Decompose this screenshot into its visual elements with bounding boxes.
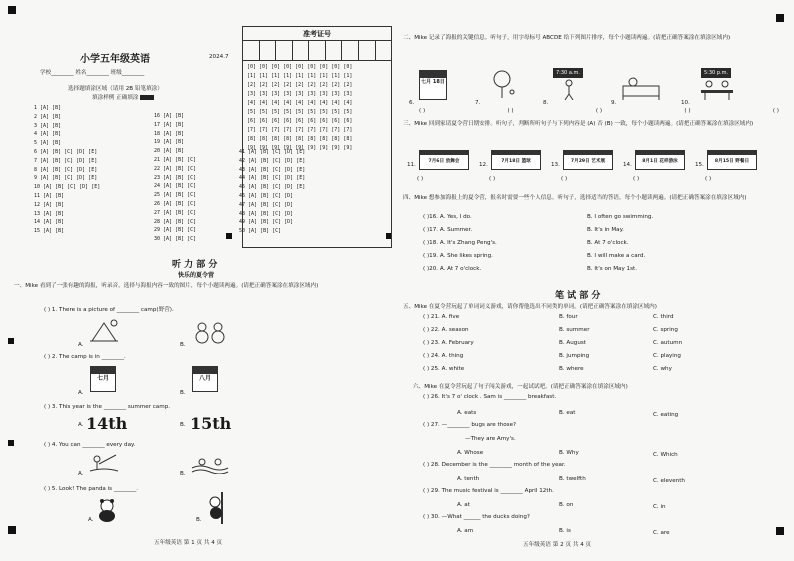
answer-row[interactable]: 30 [A] [B] [C] xyxy=(154,236,197,243)
q3-option-a-text: 14th xyxy=(86,414,128,433)
answer-row[interactable]: 1 [A] [B] xyxy=(34,105,62,111)
event-calendar xyxy=(635,150,685,170)
option-b[interactable]: B. At 7 o'clock. xyxy=(587,240,629,246)
answer-row[interactable]: 9 [A] [B] [C] [D] [E] xyxy=(34,175,98,182)
q7-number: 7. xyxy=(475,100,481,106)
digit-row[interactable]: [6] [6] [6] [6] [6] [6] [6] [6] [6] xyxy=(247,118,353,124)
q27-reply: —They are Amy's. xyxy=(465,436,516,442)
question-3: ( ) 3. This year is the ________ summer camp. xyxy=(44,404,171,410)
digit-row[interactable]: [4] [4] [4] [4] [4] [4] [4] [4] [4] xyxy=(247,100,353,106)
option-b[interactable]: B. summer xyxy=(559,327,590,333)
q9-number: 9. xyxy=(611,100,617,106)
option-a[interactable]: ( )18. A. It's Zhang Peng's. xyxy=(423,240,497,246)
q1-option-b: B. xyxy=(180,342,186,348)
option-a[interactable]: ( ) 23. A. February xyxy=(423,340,474,346)
answer-row[interactable]: 46 [A] [B] [C] [D] xyxy=(239,192,294,199)
event-calendar-text: 7月29日 艺术展 xyxy=(570,159,606,164)
q30-option-c: C. are xyxy=(653,530,670,536)
option-b[interactable]: B. where xyxy=(559,366,584,372)
clock-morning-tag: 7:30 a.m. xyxy=(553,68,583,78)
option-c[interactable]: C. third xyxy=(653,314,674,320)
option-a[interactable]: ( ) 22. A. season xyxy=(423,327,469,333)
page-right xyxy=(403,12,781,550)
answer-row[interactable]: 23 [A] [B] [C] xyxy=(154,174,197,181)
event-calendar-text: 8月15日 野餐日 xyxy=(714,159,750,164)
option-a[interactable]: ( ) 25. A. white xyxy=(423,366,465,372)
exam-number-cells xyxy=(243,41,391,61)
option-b[interactable]: B. It's in May. xyxy=(587,227,624,233)
response-question xyxy=(423,253,773,266)
option-a[interactable]: ( ) 24. A. thing xyxy=(423,353,464,359)
answer-row[interactable]: 27 [A] [B] [C] xyxy=(154,209,197,216)
answer-row[interactable]: 15 [A] [B] xyxy=(34,228,65,235)
section-5-questions xyxy=(423,314,763,379)
q3-option-a: A. xyxy=(78,422,84,428)
question-27: ( ) 27. —________ bugs are those? xyxy=(423,422,516,428)
word-question xyxy=(423,327,763,340)
q3-option-b-text: 15th xyxy=(190,414,232,433)
q4-option-b: B. xyxy=(180,471,186,477)
option-a[interactable]: ( )16. A. Yes, I do. xyxy=(423,214,472,220)
section-3-calendars xyxy=(403,146,781,186)
q30-option-b: B. is xyxy=(559,528,571,534)
fishing-picture xyxy=(88,452,120,474)
answer-row[interactable]: 10 [A] [B] [C] [D] [E] xyxy=(34,184,101,191)
section-5-instructions: 五、Mike 在夏令营玩起了单词词义游戏，请你帮他选出不同类的单词。(请把正确答案涂在填涂区域内) xyxy=(403,304,657,310)
option-c[interactable]: C. autumn xyxy=(653,340,683,346)
listening-title: 听 力 部 分 xyxy=(172,260,218,270)
digit-row[interactable]: [8] [8] [8] [8] [8] [8] [8] [8] [8] xyxy=(247,136,353,142)
digit-row[interactable]: [2] [2] [2] [2] [2] [2] [2] [2] [2] xyxy=(247,82,353,88)
q26-option-b: B. eat xyxy=(559,410,576,416)
answer-row[interactable]: 29 [A] [B] [C] xyxy=(154,227,197,234)
section-4-questions xyxy=(423,214,773,279)
q28-option-b: B. twelfth xyxy=(559,476,586,482)
option-a[interactable]: ( ) 21. A. five xyxy=(423,314,460,320)
answer-row[interactable]: 7 [A] [B] [C] [D] [E] xyxy=(34,157,98,164)
q29-option-a: A. at xyxy=(457,502,470,508)
answer-row[interactable]: 3 [A] [B] xyxy=(34,122,62,129)
event-calendar xyxy=(563,150,613,170)
answer-row[interactable]: 44 [A] [B] [C] [D] [E] xyxy=(239,175,306,182)
option-a[interactable]: ( )17. A. Summer. xyxy=(423,227,473,233)
answer-row[interactable]: 25 [A] [B] [C] xyxy=(154,192,197,199)
digit-row[interactable]: [1] [1] [1] [1] [1] [1] [1] [1] [1] xyxy=(247,73,353,79)
word-question xyxy=(423,353,763,366)
q10-number: 10. xyxy=(681,100,690,106)
option-b[interactable]: B. I often go swimming. xyxy=(587,214,654,220)
event-calendar xyxy=(491,150,541,170)
answer-row[interactable]: 11 [A] [B] xyxy=(34,192,65,199)
event-calendar xyxy=(419,150,469,170)
answer-row[interactable]: 26 [A] [B] [C] xyxy=(154,200,197,207)
event-calendar xyxy=(707,150,757,170)
exam-title: 小学五年级英语 xyxy=(80,54,150,65)
question-26: ( ) 26. It's 7 o' clock . Sam is ________ breakfast. xyxy=(423,394,557,400)
answer-row[interactable]: 50 [A] [B] [C] xyxy=(239,228,282,235)
answer-row[interactable]: 14 [A] [B] xyxy=(34,219,65,226)
tent-picture xyxy=(88,317,120,343)
q6-number: 6. xyxy=(409,100,415,106)
answer-row[interactable]: 21 [A] [B] [C] xyxy=(154,156,197,163)
panda-climbing-picture xyxy=(204,492,230,524)
event-calendar-text: 8月1日 花样游泳 xyxy=(642,159,678,164)
answer-row[interactable]: 19 [A] [B] xyxy=(154,139,185,146)
word-question xyxy=(423,340,763,353)
page-footer-left: 五年级英语 第 1 页 共 4 页 xyxy=(154,540,223,546)
digit-row[interactable]: [3] [3] [3] [3] [3] [3] [3] [3] [3] xyxy=(247,91,353,97)
filled-sample-mark xyxy=(140,95,154,100)
answer-row[interactable]: 16 [A] [B] xyxy=(154,113,185,119)
section-2-answer-parens[interactable]: ( ) ( ) ( ) ( ) ( ) xyxy=(419,108,779,114)
july-calendar: 七月 xyxy=(90,366,116,392)
q28-option-c: C. eleventh xyxy=(653,478,685,484)
event-calendar-text: 7月18日 篮球 xyxy=(501,159,531,164)
digit-row[interactable]: [5] [5] [5] [5] [5] [5] [5] [5] [5] xyxy=(247,109,353,115)
response-question xyxy=(423,266,773,279)
option-a[interactable]: ( )19. A. She likes spring. xyxy=(423,253,493,259)
calendar-item-number: 15. xyxy=(695,162,704,168)
answer-row[interactable]: 2 [A] [B] xyxy=(34,113,62,120)
question-30: ( ) 30. —What ______ the ducks doing? xyxy=(423,514,530,520)
question-29: ( ) 29. The music festival is ________ April 12th. xyxy=(423,488,554,494)
answer-column-2[interactable] xyxy=(154,112,196,244)
event-calendar-text: 7月6日 放舞会 xyxy=(428,159,460,164)
q5-option-a: A. xyxy=(88,517,94,523)
tree-picnic-picture xyxy=(485,70,519,100)
calendar-item-number: 11. xyxy=(407,162,416,168)
bedroom-picture xyxy=(621,70,661,100)
fill-note: 选择题填涂区域（请用 2B 铅笔填涂） xyxy=(68,86,163,92)
q29-option-c: C. in xyxy=(653,504,666,510)
calendar-item-number: 13. xyxy=(551,162,560,168)
calendar-item-number: 12. xyxy=(479,162,488,168)
answer-row[interactable]: 17 [A] [B] xyxy=(154,121,185,128)
answer-row[interactable]: 42 [A] [B] [C] [D] [E] xyxy=(239,157,306,164)
section-3-instructions: 三、Mike 回到家请夏令营日期安排。听句子，判断所听句子与下列内容是 (A) 否 (B) 一致，每个小题读两遍。(请把正确答案涂在填涂区域内) xyxy=(403,121,754,127)
page-footer-right: 五年级英语 第 2 页 共 4 页 xyxy=(523,542,592,548)
answer-paren[interactable]: ( ) xyxy=(417,176,424,182)
fill-sample: 填涂样例 正确填涂 xyxy=(92,93,154,101)
dinner-picture xyxy=(697,78,737,100)
answer-row[interactable]: 20 [A] [B] xyxy=(154,148,185,155)
option-b[interactable]: B. jumping xyxy=(559,353,590,359)
page-left xyxy=(14,12,392,550)
word-question xyxy=(423,314,763,327)
q8-number: 8. xyxy=(543,100,549,106)
option-b[interactable]: B. I will make a card. xyxy=(587,253,646,259)
section-4-instructions: 四、Mike 想参加海报上的夏令营，报名时需要一些个人信息。听句子，选择适当的答语，每个小题读两遍。(请把正确答案涂在填涂区域内) xyxy=(403,195,747,201)
question-28: ( ) 28. December is the ________ month of the year. xyxy=(423,462,566,468)
answer-row[interactable]: 43 [A] [B] [C] [D] [E] xyxy=(239,166,306,173)
q29-option-b: B. on xyxy=(559,502,574,508)
word-question xyxy=(423,366,763,379)
q26-option-a: A. eats xyxy=(457,410,477,416)
q3-option-b: B. xyxy=(180,422,186,428)
august-calendar: 八月 xyxy=(192,366,218,392)
answer-row[interactable]: 22 [A] [B] [C] xyxy=(154,165,197,172)
boy-morning-picture xyxy=(559,78,579,100)
question-1: ( ) 1. There is a picture of ________ camp(野营). xyxy=(44,307,174,313)
answer-row[interactable]: 49 [A] [B] [C] [D] xyxy=(239,219,294,226)
question-2: ( ) 2. The camp is in ________. xyxy=(44,354,126,360)
question-5: ( ) 5. Look! The panda is ________. xyxy=(44,486,139,492)
answer-row[interactable]: 13 [A] [B] xyxy=(34,210,65,217)
response-question xyxy=(423,214,773,227)
option-c[interactable]: C. playing xyxy=(653,353,681,359)
section-6-instructions: 六、Mike 在夏令营玩起了句子闯关游戏，一起试试吧。(请把正确答案涂在填涂区域内) xyxy=(413,384,628,390)
calendar-item-number: 14. xyxy=(623,162,632,168)
q2-option-a: A. xyxy=(78,390,84,396)
answer-row[interactable]: 47 [A] [B] [C] [D] xyxy=(239,201,294,208)
digit-row[interactable]: [9] [9] [9] [9] [9] [9] [9] [9] [9] xyxy=(247,145,353,151)
digit-row[interactable]: [7] [7] [7] [7] [7] [7] [7] [7] [7] xyxy=(247,127,353,133)
q27-option-c: C. Which xyxy=(653,452,678,458)
answer-row[interactable]: 5 [A] [B] xyxy=(34,140,62,147)
option-b[interactable]: B. It's on May 1st. xyxy=(587,266,637,272)
option-b[interactable]: B. August xyxy=(559,340,586,346)
answer-paren[interactable]: ( ) xyxy=(489,176,496,182)
answer-row[interactable]: 48 [A] [B] [C] [D] xyxy=(239,210,294,217)
option-a[interactable]: ( )20. A. At 7 o'clock. xyxy=(423,266,482,272)
digit-row[interactable]: [0] [0] [0] [0] [0] [0] [0] [0] [0] xyxy=(247,64,353,70)
exam-date: 2024.7 xyxy=(209,54,229,60)
panda-sitting-picture xyxy=(94,497,120,523)
question-4: ( ) 4. You can ________ every day. xyxy=(44,442,136,448)
snowman-picture xyxy=(190,318,230,344)
answer-row[interactable]: 41 [A] [B] [C] [D] [E] xyxy=(239,149,306,155)
writing-title: 笔 试 部 分 xyxy=(555,291,601,301)
answer-column-1[interactable] xyxy=(34,104,100,236)
calendar-july-18-picture: 七月 18日 xyxy=(419,70,447,100)
q1-option-a: A. xyxy=(78,342,84,348)
digit-grid[interactable] xyxy=(247,63,387,153)
q27-option-b: B. Why xyxy=(559,450,579,456)
answer-row[interactable]: 24 [A] [B] [C] xyxy=(154,183,197,190)
section-1-instructions: 一、Mike 看到了一张有趣的海报，听录音，选择与海报内容一致的图片，每个小题读两遍。(请把正确答案涂在填涂区域内) xyxy=(14,283,319,289)
camp-subtitle: 快乐的夏令营 xyxy=(178,272,215,279)
clock-evening-tag: 5:30 p.m. xyxy=(701,68,731,78)
q30-option-a: A. am xyxy=(457,528,474,534)
answer-row[interactable]: 12 [A] [B] xyxy=(34,201,65,208)
answer-row[interactable]: 45 [A] [B] [C] [D] [E] xyxy=(239,184,306,191)
q28-option-a: A. tenth xyxy=(457,476,480,482)
exam-number-label: 准考证号 xyxy=(243,27,391,41)
q2-option-b: B. xyxy=(180,390,186,396)
response-question xyxy=(423,240,773,253)
q27-option-a: A. Whose xyxy=(457,450,484,456)
answer-row[interactable]: 18 [A] [B] xyxy=(154,130,185,137)
response-question xyxy=(423,227,773,240)
answer-paren[interactable]: ( ) xyxy=(705,176,712,182)
option-c[interactable]: C. spring xyxy=(653,327,678,333)
option-c[interactable]: C. why xyxy=(653,366,672,372)
answer-paren[interactable]: ( ) xyxy=(561,176,568,182)
option-b[interactable]: B. four xyxy=(559,314,578,320)
q5-option-b: B. xyxy=(196,517,202,523)
answer-column-3[interactable] xyxy=(239,148,305,236)
q26-option-c: C. eating xyxy=(653,412,679,418)
answer-row[interactable]: 6 [A] [B] [C] [D] [E] xyxy=(34,148,98,155)
section-2-instructions: 二、Mike 记录了海报的关键信息。听句子，用字母标号 ABCDE 给下列图片排序，每个小题读两遍。(请把正确答案涂在填涂区域内) xyxy=(403,35,731,41)
swimming-picture xyxy=(190,452,230,474)
student-fields: 学校________ 姓名________ 班级________ xyxy=(40,70,145,76)
answer-row[interactable]: 4 [A] [B] xyxy=(34,131,62,138)
q4-option-a: A. xyxy=(78,471,84,477)
answer-row[interactable]: 28 [A] [B] [C] xyxy=(154,218,197,225)
answer-paren[interactable]: ( ) xyxy=(633,176,640,182)
answer-row[interactable]: 8 [A] [B] [C] [D] [E] xyxy=(34,166,98,173)
